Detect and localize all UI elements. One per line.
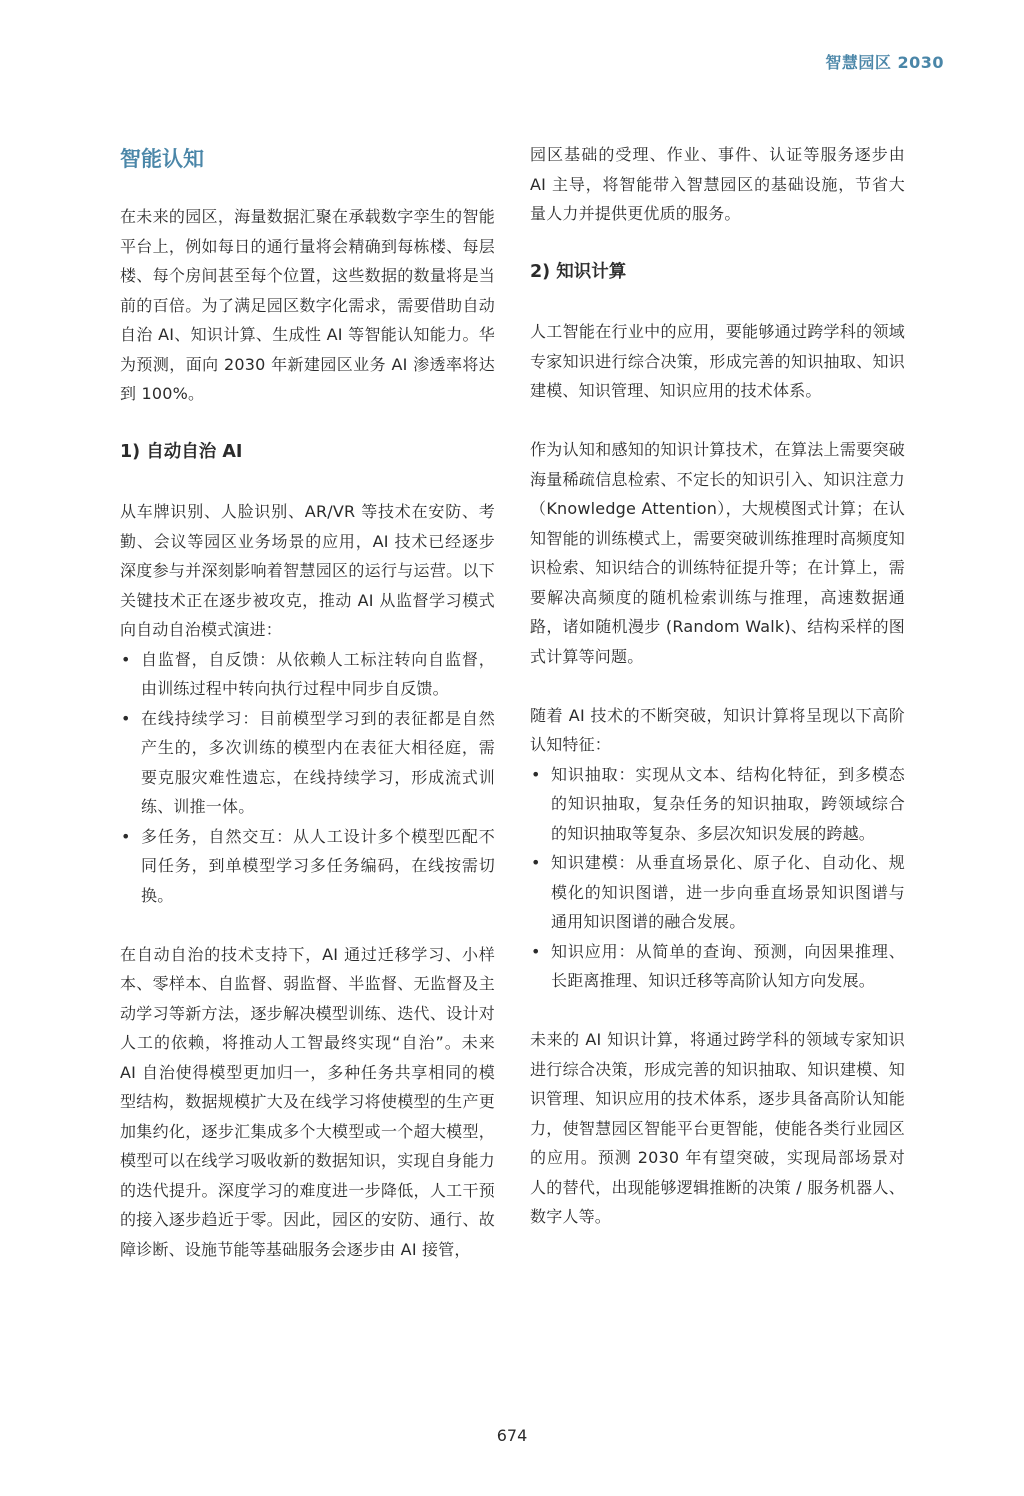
list-item <box>120 704 495 822</box>
bullet-icon: • <box>531 941 541 961</box>
knowledge-computing-paragraph-4: 未来的 AI 知识计算，将通过跨学科的领域专家知识进行综合决策，形成完善的知识抽取、知识建模、知识管理、知识应用的技术体系，逐步具备高阶认知能力，使智慧园区智能平台更智能，使能各类行业园区的应用。预测 2030 年有望突破，实现局部场景对人的替代，出现能够逻辑推断的决策 / 服务机器人、数字人等。 <box>530 1030 905 1226</box>
continued-paragraph: 园区基础的受理、作业、事件、认证等服务逐步由 AI 主导，将智能带入智慧园区的基础设施，节省大量人力并提供更优质的服务。 <box>530 145 905 223</box>
right-column <box>530 140 905 1232</box>
header-brand: 智慧园区 2030 <box>825 53 944 72</box>
list-item <box>530 937 905 996</box>
list-item-text: 知识应用：从简单的查询、预测，向因果推理、长距离推理、知识迁移等高阶认知方向发展。 <box>551 941 905 990</box>
knowledge-computing-bullet-list <box>530 760 905 996</box>
autonomous-ai-summary-paragraph: 在自动自治的技术支持下，AI 通过迁移学习、小样本、零样本、自监督、弱监督、半监督、无监督及主动学习等新方法，逐步解决模型训练、迭代、设计对人工的依赖，将推动人工智最终实现“自治”。未来 AI 自治使得模型更加归一，多种任务共享相同的模型结构，数据规模扩大及在线学习将使模型的生产更加集约化，逐步汇集成多个大模型或一个超大模型，模型可以在线学习吸收新的数据知识，实现自身能力的迭代提升。深度学习的难度进一步降低，人工干预的接入逐步趋近于零。因此，园区的安防、通行、故障诊断、设施节能等基础服务会逐步由 AI 接管， <box>120 944 495 1259</box>
section-title: 智能认知 <box>120 147 204 171</box>
knowledge-computing-paragraph-1: 人工智能在行业中的应用，要能够通过跨学科的领域专家知识进行综合决策，形成完善的知识抽取、知识建模、知识管理、知识应用的技术体系。 <box>530 322 905 400</box>
list-item-text: 多任务，自然交互：从人工设计多个模型匹配不同任务，到单模型学习多任务编码，在线按需切换。 <box>141 826 495 905</box>
left-column <box>120 140 495 1264</box>
subtitle-knowledge-computing: 2) 知识计算 <box>530 262 627 282</box>
list-item <box>120 822 495 911</box>
list-item <box>120 645 495 704</box>
knowledge-computing-paragraph-3: 随着 AI 技术的不断突破，知识计算将呈现以下高阶认知特征： <box>530 705 905 754</box>
list-item <box>530 760 905 849</box>
list-item-text: 知识建模：从垂直场景化、原子化、自动化、规模化的知识图谱，进一步向垂直场景知识图谱与通用知识图谱的融合发展。 <box>551 853 905 931</box>
subtitle-autonomous-ai: 1) 自动自治 AI <box>120 442 243 462</box>
bullet-icon: • <box>121 708 131 728</box>
bullet-icon: • <box>121 649 131 669</box>
autonomous-ai-bullet-list <box>120 645 495 911</box>
list-item-text: 知识抽取：实现从文本、结构化特征，到多模态的知识抽取，复杂任务的知识抽取，跨领域综合的知识抽取等复杂、多层次知识发展的跨越。 <box>551 764 905 843</box>
autonomous-ai-paragraph: 从车牌识别、人脸识别、AR/VR 等技术在安防、考勤、会议等园区业务场景的应用，AI 技术已经逐步深度参与并深刻影响着智慧园区的运行与运营。以下关键技术正在逐步被攻克，推动 AI 从监督学习模式向自动自治模式演进： <box>120 502 495 639</box>
list-item-text: 在线持续学习：目前模型学习到的表征都是自然产生的，多次训练的模型内在表征大相径庭，需要克服灾难性遗忘，在线持续学习，形成流式训练、训推一体。 <box>141 708 495 816</box>
intro-paragraph: 在未来的园区，海量数据汇聚在承载数字孪生的智能平台上，例如每日的通行量将会精确到每栋楼、每层楼、每个房间甚至每个位置，这些数据的数量将是当前的百倍。为了满足园区数字化需求，需要借助自动自治 AI、知识计算、生成性 AI 等智能认知能力。华为预测，面向 2030 年新建园区业务 AI 渗透率将达到 100%。 <box>120 207 495 403</box>
knowledge-computing-paragraph-2: 作为认知和感知的知识计算技术，在算法上需要突破海量稀疏信息检索、不定长的知识引入、知识注意力（Knowledge Attention），大规模图式计算；在认知智能的训练模式上，需要突破训练推理时高频度知识检索、知识结合的训练特征提升等；在计算上，需要解决高频度的随机检索训练与推理，高速数据通路，诸如随机漫步 (Random Walk)、结构采样的图式计算等问题。 <box>530 440 905 666</box>
list-item <box>530 848 905 937</box>
bullet-icon: • <box>531 764 541 784</box>
bullet-icon: • <box>121 826 131 846</box>
list-item-text: 自监督，自反馈：从依赖人工标注转向自监督，由训练过程中转向执行过程中同步自反馈。 <box>141 649 495 698</box>
bullet-icon: • <box>531 853 541 872</box>
page-number: 674 <box>496 1426 528 1445</box>
